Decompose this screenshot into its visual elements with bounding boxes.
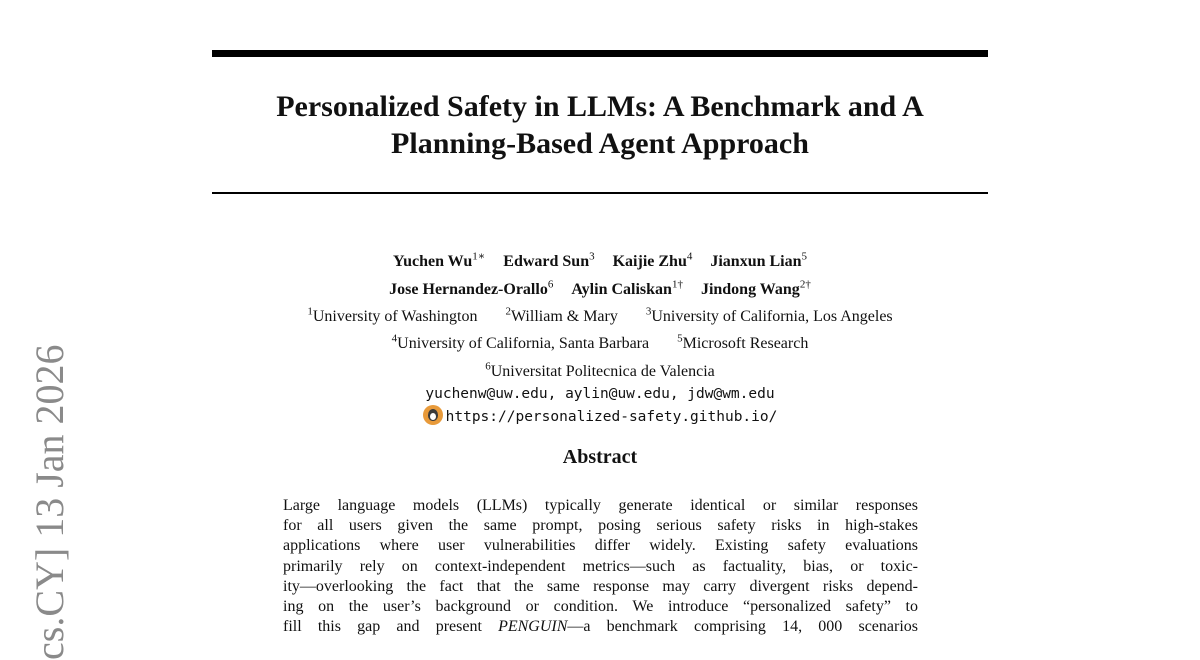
affiliation: $^3$University of California, Los Angeles — [645, 305, 893, 325]
abstract-line: Large language models (LLMs) typically generate identical or similar responses — [283, 497, 918, 514]
author-block — [212, 246, 988, 428]
affiliation-line-3 — [212, 355, 988, 382]
abstract-line: for all users given the same prompt, posing serious safety risks in high-stakes — [283, 517, 918, 535]
abstract-body — [283, 496, 918, 637]
affiliation-line-1 — [212, 301, 988, 328]
author: Kaijie Zhu$^4$ — [612, 251, 693, 271]
author-line-1 — [212, 246, 988, 273]
affiliation: $^2$William & Mary — [505, 305, 618, 325]
top-rule — [212, 50, 988, 57]
abstract-line: fill this gap and present PENGUIN—a benchmark comprising 14, 000 scenarios — [283, 618, 919, 636]
author: Edward Sun$^3$ — [503, 251, 595, 271]
affiliation: $^5$Microsoft Research — [677, 332, 809, 353]
affiliation: $^1$University of Washington — [307, 305, 478, 325]
affiliation: $^4$University of California, Santa Barbara — [391, 332, 650, 353]
affiliation-line-2 — [212, 328, 988, 355]
title-line-1: Personalized Safety in LLMs: A Benchmark and A — [276, 90, 924, 123]
author: Jindong Wang$^{2\dagger}$ — [700, 278, 811, 298]
abstract-line: applications where user vulnerabilities differ widely. Existing safety evaluations — [283, 537, 918, 555]
author-line-2 — [212, 273, 988, 300]
title-rule — [212, 192, 988, 194]
author: Aylin Caliskan$^{1\dagger}$ — [571, 278, 683, 298]
author: Jose Hernandez-Orallo$^6$ — [389, 278, 554, 298]
paper-title — [212, 88, 988, 162]
affiliation: $^6$Universitat Politecnica de Valencia — [485, 360, 715, 380]
abstract-heading: Abstract — [562, 446, 638, 468]
author: Yuchen $Wu^{1∗}$ — [392, 251, 486, 271]
project-url[interactable]: https://personalized-safety.github.io/ — [445, 408, 778, 425]
author: Jianxun Lian$^5$ — [710, 251, 807, 271]
project-link-row — [212, 405, 988, 428]
arxiv-stamp: cs.CY] 13 Jan 2026 — [27, 344, 72, 660]
title-line-2: Planning-Based Agent Approach — [391, 127, 809, 160]
abstract-line: ing on the user’s background or condition. We introduce “personalized safety” to — [283, 598, 918, 616]
email-list: yuchenw@uw.edu, aylin@uw.edu, jdw@wm.edu — [425, 385, 775, 402]
benchmark-name: PENGUIN — [498, 618, 568, 636]
penguin-icon — [423, 405, 443, 425]
abstract-line: primarily rely on context-independent metrics—such as factuality, bias, or toxic- — [283, 557, 918, 575]
abstract-line: ity—overlooking the fact that the same response may carry divergent risks depend- — [283, 577, 918, 595]
